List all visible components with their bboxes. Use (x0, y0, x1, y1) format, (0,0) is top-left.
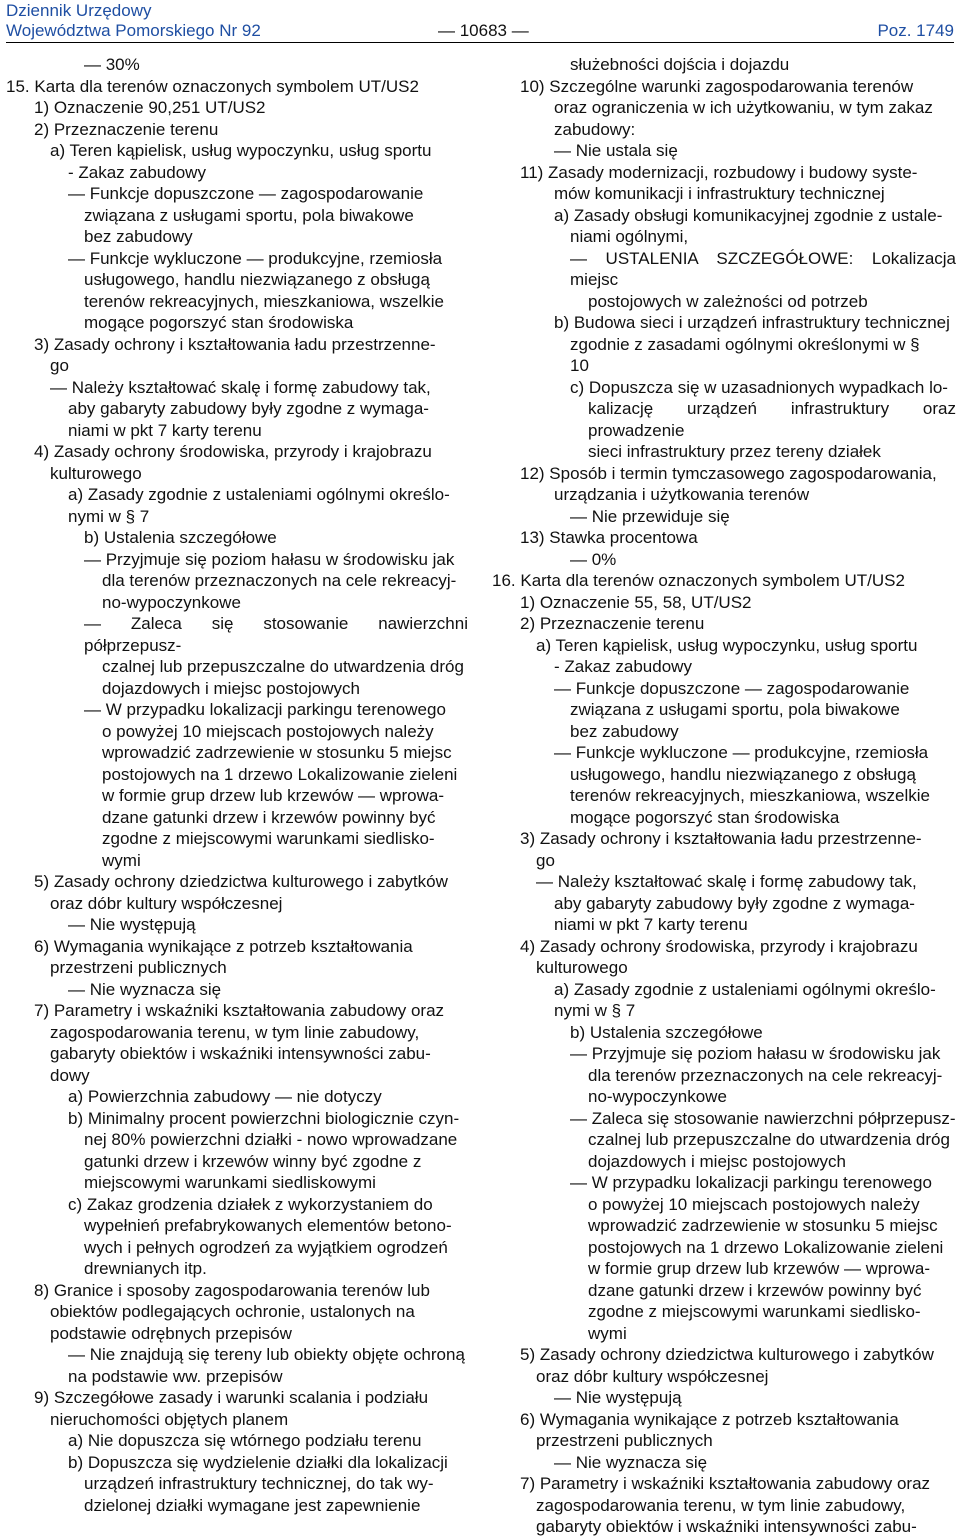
text-line: — Nie występują (68, 915, 196, 934)
left-column (6, 54, 468, 1516)
text-line: niami w pkt 7 karty terenu (68, 420, 262, 440)
text-line: 4) Zasady ochrony środowiska, przyrody i krajobrazu (520, 936, 918, 956)
text-line: niami ogólnymi, (570, 227, 689, 246)
text-line: oraz ograniczenia w ich użytkowaniu, w tym zakaz (554, 98, 933, 117)
text-line: postojowych na 1 drzewo Lokalizowanie zieleni (102, 764, 458, 784)
text-line: czalnej lub przepuszczalne do utwardzenia dróg (102, 657, 464, 676)
text-line: bez zabudowy (570, 721, 679, 741)
text-line: dzane gatunki drzew i krzewów powinny być (102, 807, 436, 827)
text-line: 10 (570, 356, 589, 375)
text-line: przestrzeni publicznych (50, 958, 227, 977)
text-line: dowy (50, 1065, 90, 1085)
text-line: wych i pełnych ogrodzeń za wyjątkiem ogrodzeń (84, 1237, 448, 1257)
text-line: dzane gatunki drzew i krzewów powinny być (588, 1280, 922, 1300)
text-line: 2) Przeznaczenie terenu (520, 614, 705, 633)
text-line: wypełnień prefabrykowanych elementów betono- (84, 1216, 452, 1235)
text-line: gatunki drzew i krzewów winny być zgodne z (84, 1151, 422, 1171)
text-line: gabaryty obiektów i wskaźniki intensywności zabu- (50, 1044, 431, 1063)
text-line: - Zakaz zabudowy (554, 657, 692, 676)
text-line: — 0% (570, 549, 617, 569)
text-line: aby gabaryty zabudowy były zgodne z wymaga- (68, 399, 429, 418)
text-line: wprowadzić zadrzewienie w stosunku 5 miejsc (588, 1216, 938, 1235)
text-line: nieruchomości objętych planem (50, 1409, 289, 1429)
text-line: wymi (102, 850, 141, 870)
text-line: — Nie występują (554, 1388, 682, 1407)
journal-issue: Województwa Pomorskiego Nr 92 (6, 21, 261, 40)
text-line: a) Zasady zgodnie z ustaleniami ogólnymi określo- (554, 979, 936, 999)
text-line: — Funkcje dopuszczone — zagospodarowanie (68, 184, 424, 203)
text-line: 16. Karta dla terenów oznaczonych symbolem UT/US2 (492, 571, 905, 590)
text-line: — Nie wyznacza się (68, 979, 222, 999)
text-line: 3) Zasady ochrony i kształtowania ładu przestrzenne- (34, 334, 436, 354)
text-line: — W przypadku lokalizacji parkingu terenowego (84, 700, 446, 719)
text-line: dla terenów przeznaczonych na cele rekreacyj- (102, 571, 457, 590)
text-line: dojazdowych i miejsc postojowych (102, 678, 360, 698)
text-line: bez zabudowy (84, 227, 193, 246)
text-line: postojowych na 1 drzewo Lokalizowanie zieleni (588, 1237, 944, 1257)
text-line: zagospodarowania terenu, w tym linie zabudowy, (536, 1495, 906, 1515)
text-line: - Zakaz zabudowy (68, 162, 206, 182)
text-line: wymi (588, 1323, 627, 1343)
text-line: a) Nie dopuszcza się wtórnego podziału terenu (68, 1431, 422, 1450)
text-line: 15. Karta dla terenów oznaczonych symbolem UT/US2 (6, 76, 419, 96)
text-line: gabaryty obiektów i wskaźniki intensywności zabu- (536, 1517, 917, 1536)
position-number: Poz. 1749 (877, 21, 954, 40)
text-line: b) Ustalenia szczegółowe (84, 528, 277, 547)
text-line: — Nie wyznacza się (554, 1452, 708, 1472)
text-line: b) Minimalny procent powierzchni biologicznie czyn- (68, 1108, 460, 1128)
text-line: no-wypoczynkowe (588, 1087, 727, 1106)
text-line: 10) Szczególne warunki zagospodarowania terenów (520, 76, 914, 96)
text-line: nymi w § 7 (554, 1001, 636, 1020)
text-line: urządzania i użytkowania terenów (554, 485, 810, 504)
text-line: 6) Wymagania wynikające z potrzeb kształtowania (520, 1409, 899, 1429)
text-line: — Zaleca się stosowanie nawierzchni półprzepusz- (570, 1108, 956, 1128)
text-line: oraz dóbr kultury współczesnej (50, 893, 283, 913)
text-line: — Nie przewiduje się (570, 506, 730, 526)
text-line: — Funkcje dopuszczone — zagospodarowanie (554, 678, 910, 698)
text-line: wprowadzić zadrzewienie w stosunku 5 miejsc (102, 743, 452, 762)
text-line: terenów rekreacyjnych, mieszkaniowa, wszelkie (570, 786, 930, 805)
text-line: drewnianych itp. (84, 1259, 207, 1278)
text-line: c) Zakaz grodzenia działek z wykorzystaniem do (68, 1194, 433, 1214)
text-line: oraz dóbr kultury współczesnej (536, 1366, 769, 1386)
text-line: urządzeń infrastruktury technicznej, do tak wy- (84, 1474, 434, 1493)
text-line: a) Powierzchnia zabudowy — nie dotyczy (68, 1087, 382, 1106)
text-line: — Funkcje wykluczone — produkcyjne, rzemiosła (68, 248, 443, 268)
text-line: 9) Szczegółowe zasady i warunki scalania i podziału (34, 1388, 429, 1407)
text-line: — Przyjmuje się poziom hałasu w środowisku jak (84, 549, 455, 569)
text-line: — 30% (84, 55, 140, 74)
text-line: a) Teren kąpielisk, usług wypoczynku, usług sportu (50, 141, 432, 160)
text-line: związana z usługami sportu, pola biwakowe (570, 700, 900, 719)
text-line: niami w pkt 7 karty terenu (554, 915, 748, 934)
text-line: 11) Zasady modernizacji, rozbudowy i budowy syste- (520, 162, 918, 182)
text-line: — Nie ustala się (554, 141, 678, 160)
text-line: a) Zasady obsługi komunikacyjnej zgodnie z ustale- (554, 205, 943, 225)
text-line: 1) Oznaczenie 90,251 UT/US2 (34, 98, 266, 117)
text-line: 5) Zasady ochrony dziedzictwa kulturowego i zabytków (520, 1345, 934, 1364)
text-line: no-wypoczynkowe (102, 592, 241, 612)
text-line: go (50, 356, 69, 375)
text-line: mów komunikacji i infrastruktury technicznej (554, 184, 885, 203)
text-line: o powyżej 10 miejscach postojowych należy (102, 721, 434, 741)
text-line: dla terenów przeznaczonych na cele rekreacyj- (588, 1065, 943, 1085)
text-line: zagospodarowania terenu, w tym linie zabudowy, (50, 1022, 420, 1042)
text-line: mogące pogorszyć stan środowiska (84, 313, 354, 332)
text-line: kulturowego (50, 463, 142, 483)
text-line: obiektów podlegających ochronie, ustalonych na (50, 1302, 415, 1321)
text-line: — Funkcje wykluczone — produkcyjne, rzemiosła (554, 743, 929, 762)
page-number: — 10683 — (438, 21, 529, 40)
text-line: usługowego, handlu niezwiązanego z obsługą (570, 764, 916, 784)
text-line: sieci infrastruktury przez tereny działek (588, 442, 881, 461)
text-line: 7) Parametry i wskaźniki kształtowania zabudowy oraz (34, 1001, 445, 1020)
text-line: b) Ustalenia szczegółowe (570, 1022, 763, 1042)
text-line: przestrzeni publicznych (536, 1431, 713, 1450)
text-line: — Należy kształtować skalę i formę zabudowy tak, (50, 377, 431, 397)
text-line: — USTALENIA SZCZEGÓŁOWE: Lokalizacja miejsc (570, 248, 956, 289)
text-line: — Nie znajdują się tereny lub obiekty objęte ochroną (68, 1345, 465, 1364)
text-line: w formie grup drzew lub krzewów — wprowa- (102, 786, 444, 805)
text-line: nymi w § 7 (68, 506, 150, 526)
text-line: 8) Granice i sposoby zagospodarowania terenów lub (34, 1280, 430, 1300)
text-line: 12) Sposób i termin tymczasowego zagospodarowania, (520, 463, 937, 483)
text-line: związana z usługami sportu, pola biwakowe (84, 205, 414, 225)
right-column (492, 54, 956, 1538)
text-line: dojazdowych i miejsc postojowych (588, 1151, 846, 1171)
text-line: zgodne z miejscowymi warunkami siedlisko- (588, 1302, 921, 1321)
text-line: 3) Zasady ochrony i kształtowania ładu przestrzenne- (520, 829, 922, 848)
text-line: podstawie odrębnych przepisów (50, 1323, 292, 1343)
text-line: — Należy kształtować skalę i formę zabudowy tak, (536, 872, 917, 891)
text-line: 7) Parametry i wskaźniki kształtowania zabudowy oraz (520, 1474, 931, 1493)
text-line: — Przyjmuje się poziom hałasu w środowisku jak (570, 1044, 941, 1063)
text-line: usługowego, handlu niezwiązanego z obsługą (84, 270, 430, 289)
text-line: miejscowymi warunkami siedliskowymi (84, 1173, 376, 1192)
text-line: zgodnie z zasadami ogólnymi określonymi w § (570, 334, 920, 354)
text-line: postojowych w zależności od potrzeb (588, 291, 868, 311)
text-line: 13) Stawka procentowa (520, 528, 698, 547)
text-line: 5) Zasady ochrony dziedzictwa kulturowego i zabytków (34, 872, 448, 891)
text-line: na podstawie ww. przepisów (68, 1366, 283, 1386)
text-line: w formie grup drzew lub krzewów — wprowa- (588, 1259, 930, 1278)
text-line: 6) Wymagania wynikające z potrzeb kształtowania (34, 936, 413, 956)
text-line: służebności dojścia i dojazdu (570, 55, 790, 74)
text-line: a) Teren kąpielisk, usług wypoczynku, usług sportu (536, 635, 918, 655)
text-line: nej 80% powierzchni działki - nowo wprowadzane (84, 1130, 458, 1149)
text-line: kulturowego (536, 958, 628, 977)
text-line: a) Zasady zgodnie z ustaleniami ogólnymi określo- (68, 485, 450, 504)
text-line: 4) Zasady ochrony środowiska, przyrody i krajobrazu (34, 442, 432, 461)
text-line: go (536, 850, 555, 870)
page-header (6, 0, 954, 43)
text-line: kalizację urządzeń infrastruktury oraz prowadzenie (588, 399, 956, 440)
text-line: zabudowy: (554, 119, 636, 139)
text-line: terenów rekreacyjnych, mieszkaniowa, wszelkie (84, 291, 444, 311)
text-line: o powyżej 10 miejscach postojowych należy (588, 1194, 920, 1214)
text-line: c) Dopuszcza się w uzasadnionych wypadkach lo- (570, 377, 948, 397)
text-line: b) Dopuszcza się wydzielenie działki dla lokalizacji (68, 1452, 448, 1472)
text-line: 1) Oznaczenie 55, 58, UT/US2 (520, 592, 752, 612)
text-line: mogące pogorszyć stan środowiska (570, 807, 840, 827)
text-line: — W przypadku lokalizacji parkingu terenowego (570, 1173, 932, 1192)
text-line: 2) Przeznaczenie terenu (34, 119, 219, 139)
text-line: — Zaleca się stosowanie nawierzchni półprzepusz- (84, 614, 468, 655)
text-line: zgodne z miejscowymi warunkami siedlisko- (102, 829, 435, 848)
journal-title: Dziennik Urzędowy (6, 1, 152, 20)
text-line: czalnej lub przepuszczalne do utwardzenia dróg (588, 1130, 950, 1149)
text-line: aby gabaryty zabudowy były zgodne z wymaga- (554, 893, 915, 913)
text-line: dzielonej działki wymagane jest zapewnienie (84, 1495, 421, 1515)
text-line: b) Budowa sieci i urządzeń infrastruktury technicznej (554, 313, 950, 332)
